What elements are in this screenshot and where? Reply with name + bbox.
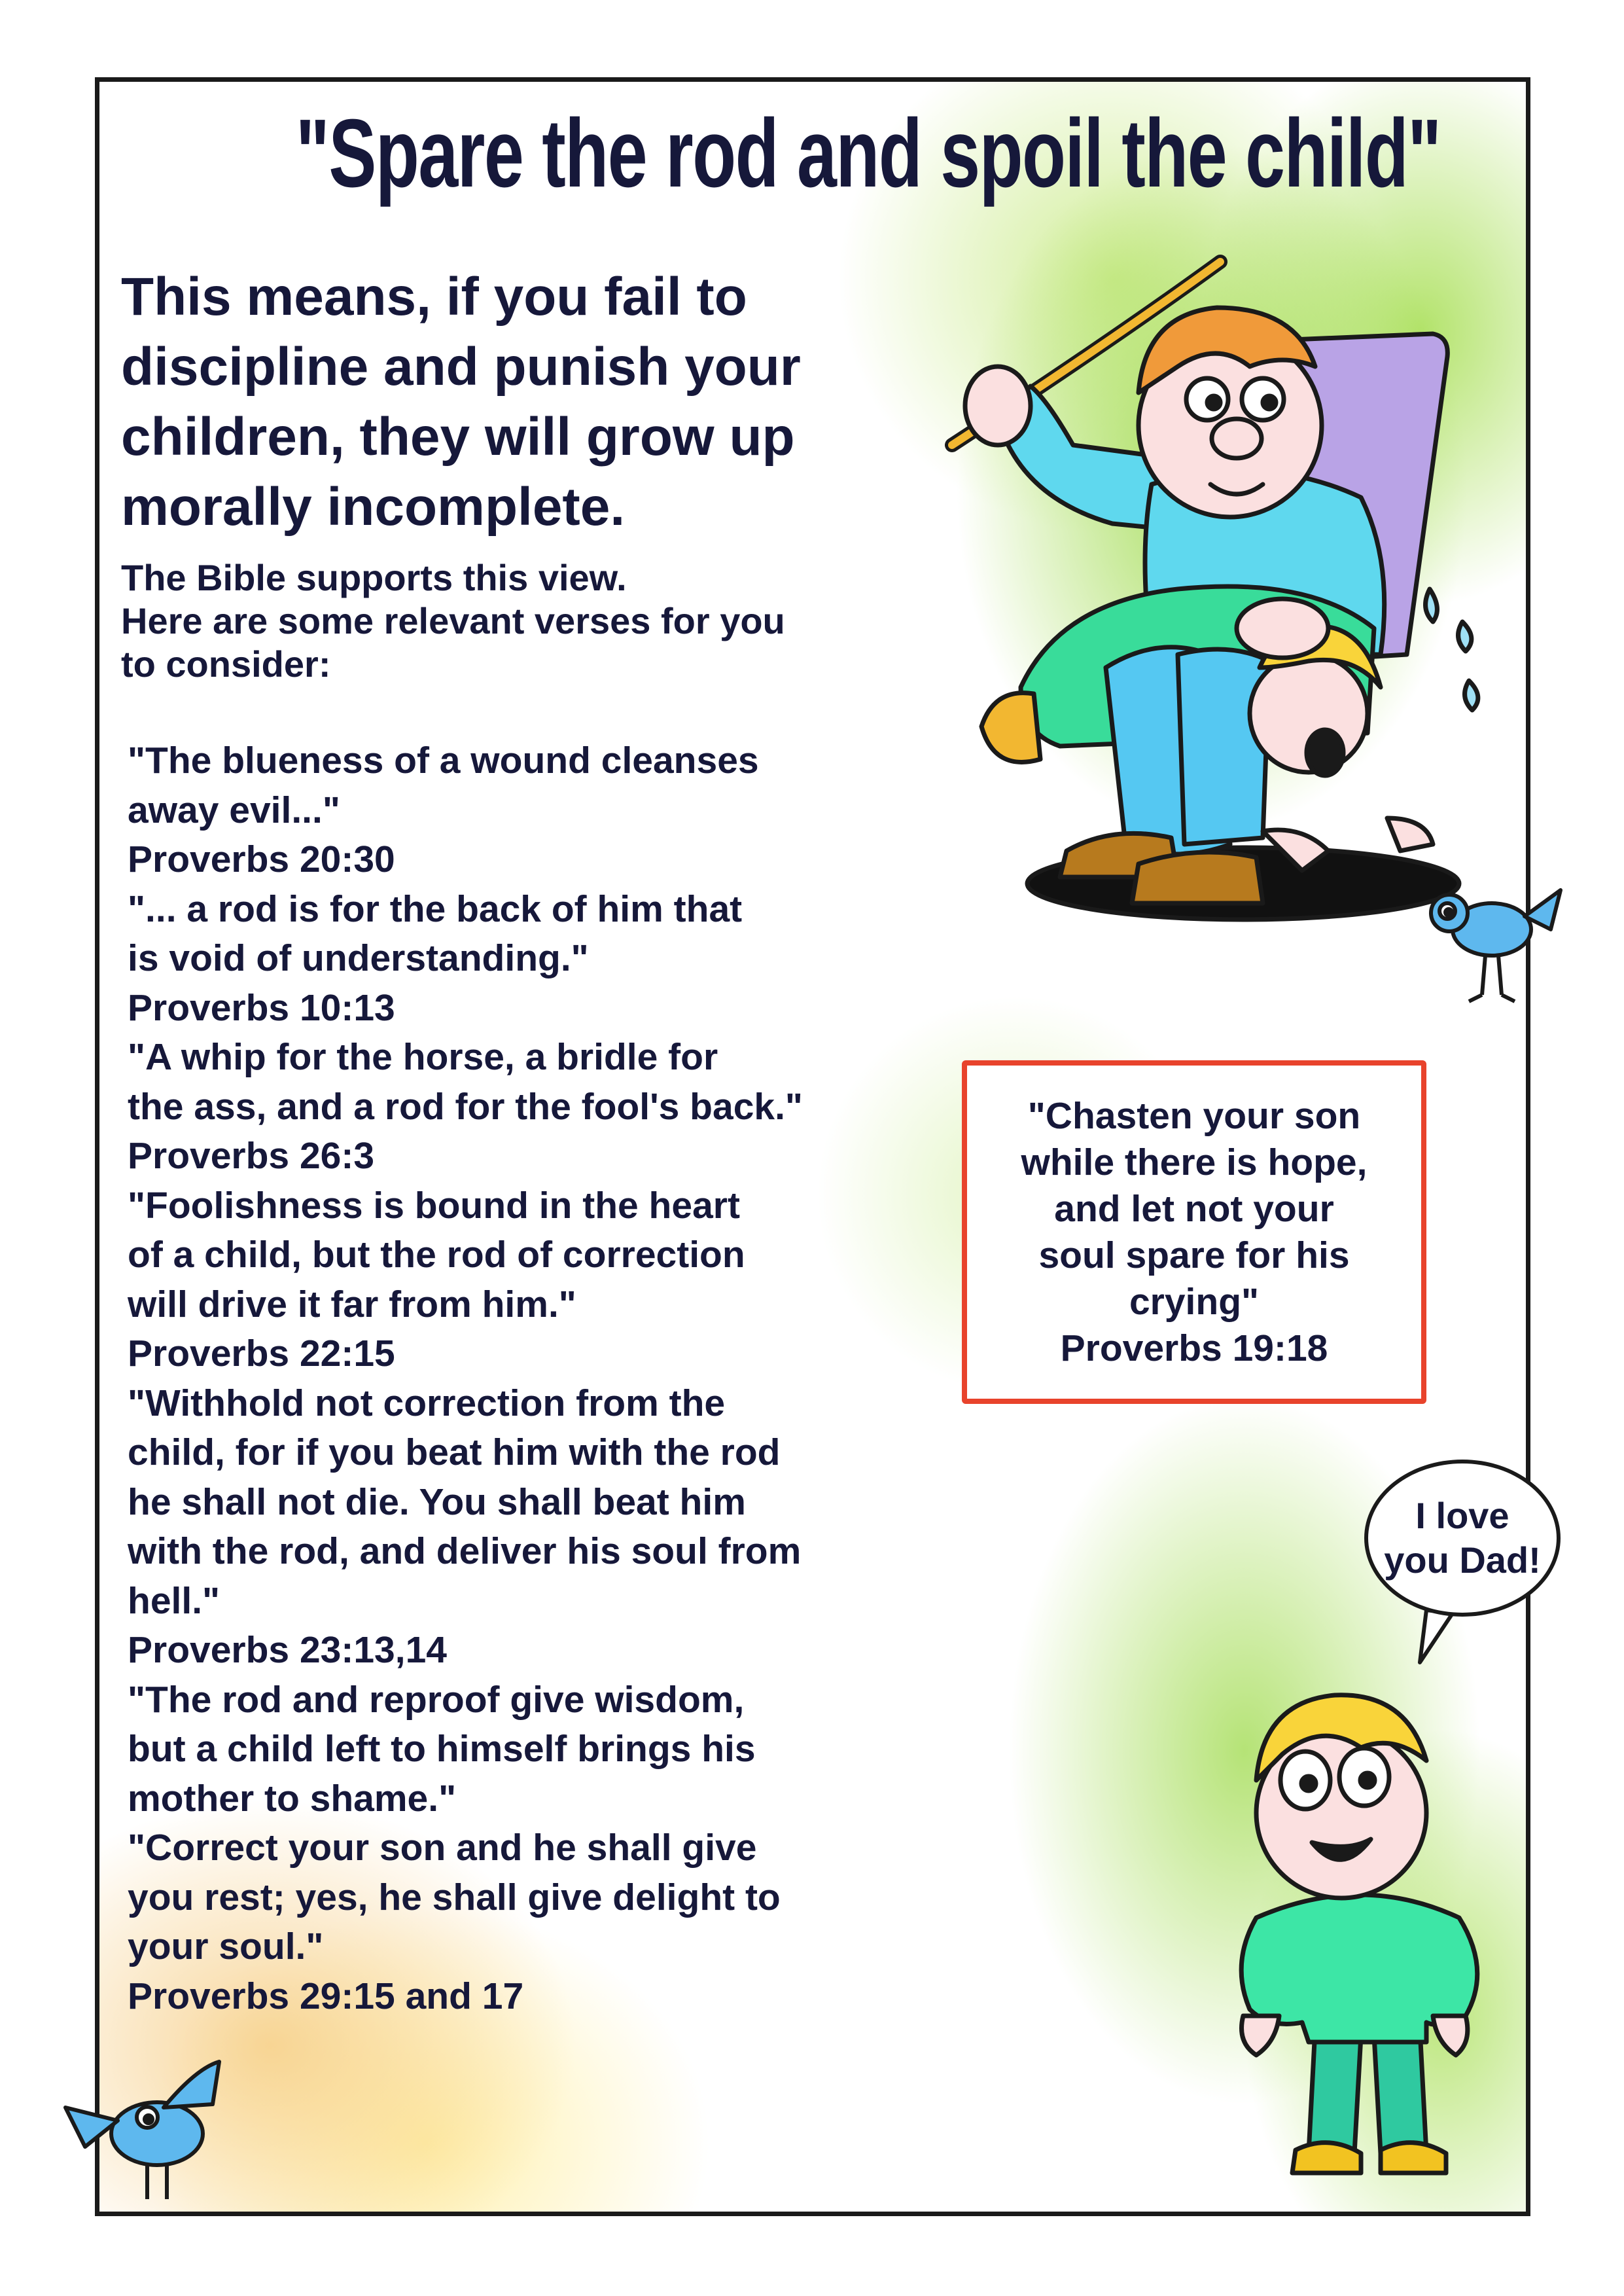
- verse-line: "The rod and reproof give wisdom,: [128, 1678, 745, 1721]
- verse-reference: Proverbs 10:13: [128, 986, 395, 1029]
- smiling-boy-illustration: [1241, 1695, 1477, 2173]
- callout-line: and let not your: [1054, 1187, 1334, 1230]
- verse-reference: Proverbs 20:30: [128, 838, 395, 880]
- verse-line: mother to shame.": [128, 1777, 457, 1820]
- verse-line: child, for if you beat him with the rod: [128, 1431, 781, 1473]
- verse-line: your soul.": [128, 1926, 324, 1967]
- verse-line: hell.": [128, 1579, 221, 1622]
- verse-line: with the rod, and deliver his soul from: [128, 1530, 802, 1572]
- verse-reference: Proverbs 23:13,14: [128, 1629, 447, 1671]
- verse-line: "Withhold not correction from the: [128, 1382, 726, 1424]
- father-spanking-child-illustration: [952, 262, 1478, 920]
- callout-line: "Chasten your son: [1027, 1094, 1361, 1137]
- verse-line: "... a rod is for the back of him that: [128, 888, 743, 930]
- speech-bubble-line: you Dad!: [1384, 1539, 1541, 1581]
- speech-bubble-tail: [1420, 1610, 1453, 1662]
- intro-paragraph: This means, if you fail to discipline and punish your children, they will grow up morally incomplete.: [121, 267, 801, 537]
- support-line: Here are some relevant verses for you: [121, 600, 785, 641]
- verse-line: of a child, but the rod of correction: [128, 1234, 745, 1276]
- verse-line: will drive it far from him.": [128, 1283, 576, 1325]
- verse-line: "Foolishness is bound in the heart: [128, 1184, 740, 1227]
- blue-bird-right-illustration: [1431, 890, 1561, 1001]
- verse-line: "Correct your son and he shall give: [128, 1827, 757, 1869]
- verse-reference: Proverbs 29:15 and 17: [128, 1975, 524, 2017]
- verse-reference: Proverbs 22:15: [128, 1333, 395, 1374]
- verse-line: away evil...": [128, 789, 340, 831]
- support-line: The Bible supports this view.: [121, 557, 627, 598]
- blue-bird-left-illustration: [65, 2062, 219, 2199]
- callout-line: soul spare for his: [1038, 1234, 1350, 1276]
- support-line: to consider:: [121, 643, 331, 685]
- verse-line: the ass, and a rod for the fool's back.": [128, 1085, 803, 1128]
- verse-line: you rest; yes, he shall give delight to: [128, 1876, 781, 1918]
- verse-reference: Proverbs 26:3: [128, 1135, 375, 1177]
- callout-reference: Proverbs 19:18: [1060, 1327, 1328, 1369]
- verse-line: is void of understanding.": [128, 937, 589, 979]
- callout-line: while there is hope,: [1021, 1141, 1368, 1183]
- verse-line: he shall not die. You shall beat him: [128, 1480, 746, 1523]
- callout-line: crying": [1129, 1280, 1260, 1323]
- verse-line: "The blueness of a wound cleanses: [128, 740, 759, 781]
- verse-line: "A whip for the horse, a bridle for: [128, 1036, 718, 1078]
- speech-bubble-line: I love: [1415, 1495, 1509, 1536]
- page-title: "Spare the rod and spoil the child": [295, 99, 1441, 207]
- speech-bubble: [1364, 1460, 1561, 1617]
- verse-line: but a child left to himself brings his: [128, 1728, 756, 1770]
